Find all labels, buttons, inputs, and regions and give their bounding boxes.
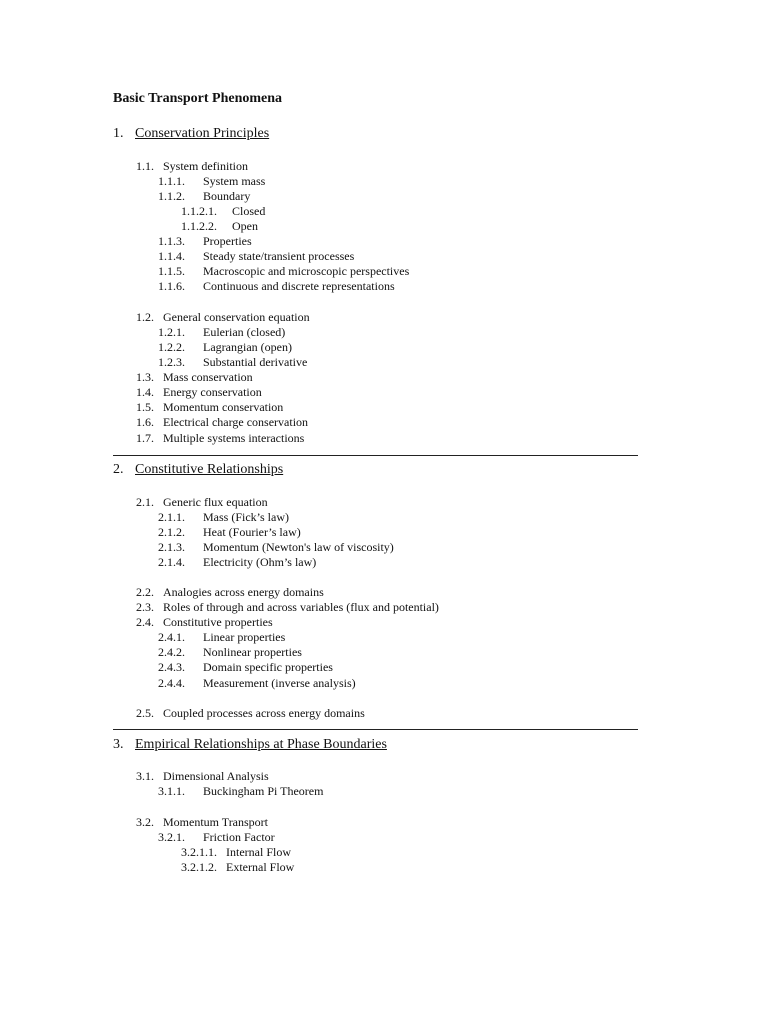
- item-text: Energy conservation: [163, 385, 262, 399]
- item-text: Mass conservation: [163, 370, 253, 384]
- item-number: 2.3.: [136, 600, 154, 614]
- section-number: 3.: [113, 737, 124, 752]
- item-number: 2.1.3.: [158, 540, 185, 554]
- item-number: 2.4.4.: [158, 676, 185, 690]
- item-text: Substantial derivative: [203, 355, 308, 369]
- item-text: Analogies across energy domains: [163, 585, 324, 599]
- item-number: 2.1.1.: [158, 510, 185, 524]
- item-number: 1.1.5.: [158, 264, 185, 278]
- section-number: 2.: [113, 462, 124, 477]
- item-number: 1.2.3.: [158, 355, 185, 369]
- item-text: Open: [232, 219, 258, 233]
- item-number: 1.1.2.: [158, 189, 185, 203]
- item-number: 1.1.2.1.: [181, 204, 217, 218]
- item-number: 2.4.2.: [158, 645, 185, 659]
- item-number: 1.7.: [136, 431, 154, 445]
- item-number: 1.2.: [136, 310, 154, 324]
- item-text: External Flow: [226, 860, 295, 874]
- item-number: 1.2.1.: [158, 325, 185, 339]
- item-text: Buckingham Pi Theorem: [203, 784, 324, 798]
- item-number: 1.1.6.: [158, 279, 185, 293]
- item-number: 3.2.: [136, 815, 154, 829]
- item-number: 2.4.1.: [158, 630, 185, 644]
- item-number: 3.2.1.: [158, 830, 185, 844]
- item-text: Friction Factor: [203, 830, 275, 844]
- item-text: Steady state/transient processes: [203, 249, 355, 263]
- item-number: 2.4.3.: [158, 660, 185, 674]
- item-number: 2.1.2.: [158, 525, 185, 539]
- section-heading-1: [113, 126, 269, 142]
- item-number: 1.6.: [136, 415, 154, 429]
- section-divider: [113, 729, 638, 730]
- item-number: 2.5.: [136, 706, 154, 720]
- item-text: Domain specific properties: [203, 660, 333, 674]
- section-number: 1.: [113, 126, 124, 141]
- item-number: 2.1.4.: [158, 555, 185, 569]
- item-number: 1.5.: [136, 400, 154, 414]
- item-text: Mass (Fick’s law): [203, 510, 289, 524]
- item-text: Momentum conservation: [163, 400, 284, 414]
- item-text: Heat (Fourier’s law): [203, 525, 301, 539]
- item-text: Constitutive properties: [163, 615, 273, 629]
- section-heading-3: [113, 737, 387, 753]
- item-text: Boundary: [203, 189, 251, 203]
- item-text: Continuous and discrete representations: [203, 279, 395, 293]
- item-text: Lagrangian (open): [203, 340, 292, 354]
- item-text: System definition: [163, 159, 248, 173]
- item-text: Momentum (Newton's law of viscosity): [203, 540, 394, 554]
- item-text: Linear properties: [203, 630, 286, 644]
- item-text: Roles of through and across variables (flux and potential): [163, 600, 439, 614]
- item-text: Internal Flow: [226, 845, 291, 859]
- section-divider: [113, 455, 638, 456]
- item-number: 1.1.4.: [158, 249, 185, 263]
- item-text: Electricity (Ohm’s law): [203, 555, 317, 569]
- item-text: Measurement (inverse analysis): [203, 676, 356, 690]
- document-title: Basic Transport Phenomena: [113, 91, 283, 106]
- item-number: 2.4.: [136, 615, 154, 629]
- item-number: 1.1.: [136, 159, 154, 173]
- item-text: Macroscopic and microscopic perspectives: [203, 264, 410, 278]
- item-text: Dimensional Analysis: [163, 769, 269, 783]
- item-number: 3.2.1.2.: [181, 860, 217, 874]
- section-title: Empirical Relationships at Phase Boundaries: [135, 737, 387, 752]
- item-text: Electrical charge conservation: [163, 415, 309, 429]
- item-text: Properties: [203, 234, 252, 248]
- item-number: 1.4.: [136, 385, 154, 399]
- item-text: Eulerian (closed): [203, 325, 286, 339]
- section-title: Conservation Principles: [135, 126, 270, 141]
- item-text: System mass: [203, 174, 266, 188]
- item-text: General conservation equation: [163, 310, 310, 324]
- item-text: Nonlinear properties: [203, 645, 302, 659]
- item-number: 2.1.: [136, 495, 154, 509]
- item-number: 1.3.: [136, 370, 154, 384]
- item-text: Momentum Transport: [163, 815, 269, 829]
- item-number: 3.2.1.1.: [181, 845, 217, 859]
- item-text: Generic flux equation: [163, 495, 268, 509]
- item-text: Multiple systems interactions: [163, 431, 305, 445]
- section-title: Constitutive Relationships: [135, 462, 284, 477]
- section-heading-2: [113, 462, 283, 478]
- item-number: 3.1.1.: [158, 784, 185, 798]
- item-number: 2.2.: [136, 585, 154, 599]
- item-number: 1.1.2.2.: [181, 219, 217, 233]
- item-text: Closed: [232, 204, 266, 218]
- item-number: 1.1.3.: [158, 234, 185, 248]
- item-text: Coupled processes across energy domains: [163, 706, 365, 720]
- item-number: 1.2.2.: [158, 340, 185, 354]
- item-number: 3.1.: [136, 769, 154, 783]
- item-number: 1.1.1.: [158, 174, 185, 188]
